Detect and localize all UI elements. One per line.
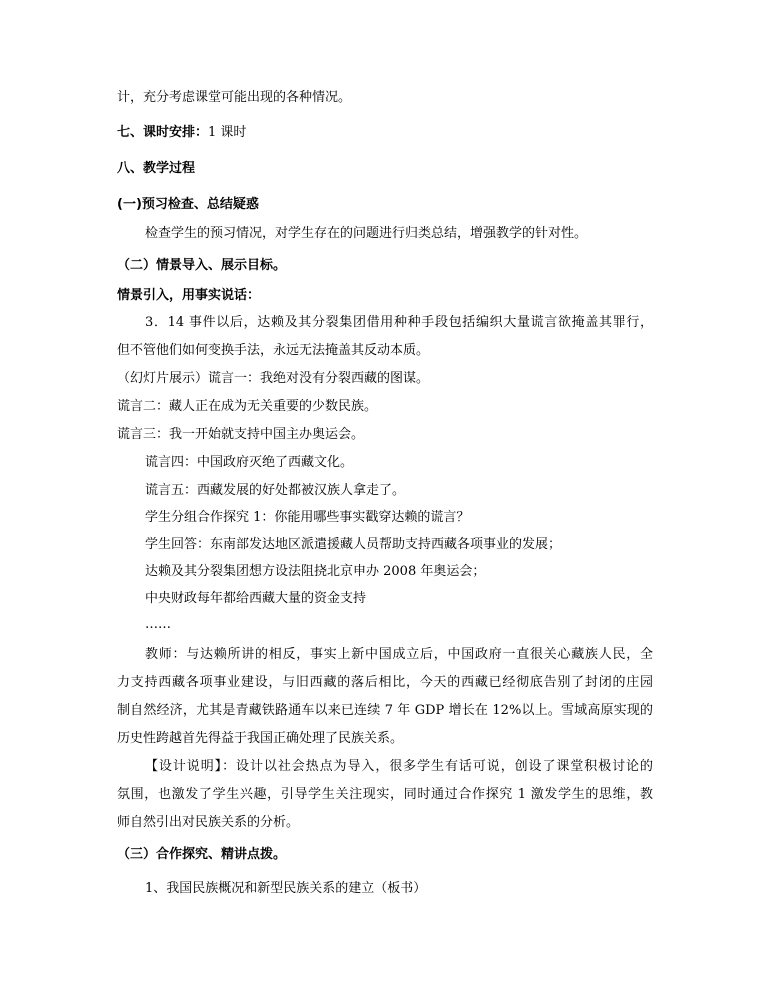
teacher-paragraph-line: 力支持西藏各项事业建设，与旧西藏的落后相比，今天的西藏已经彻底告别了封闭的庄园 — [117, 675, 653, 690]
design-note-line: 氛围，也激发了学生兴趣，引导学生关注现实，同时通过合作探究 1 激发学生的思维，教 — [117, 787, 653, 802]
paragraph: 检查学生的预习情况，对学生存在的问题进行归类总结，增强教学的针对性。 — [145, 226, 588, 241]
teacher-paragraph-line: 制自然经济，尤其是青藏铁路通车以来已连续 7 年 GDP 增长在 12%以上。雪域高原实现的 — [117, 703, 653, 718]
lie-3: 谎言三：我一开始就支持中国主办奥运会。 — [117, 427, 365, 442]
student-answer: 达赖及其分裂集团想方设法阻挠北京申办 2008 年奥运会； — [145, 564, 486, 579]
explore-question: 学生分组合作探究 1：你能用哪些事实戳穿达赖的谎言？ — [145, 510, 470, 525]
design-note-line: 师自然引出对民族关系的分析。 — [117, 815, 300, 830]
list-item: 1、我国民族概况和新型民族关系的建立（板书） — [145, 881, 427, 896]
section-7-line — [117, 124, 246, 142]
section-7-value: 1 课时 — [208, 125, 247, 140]
paragraph-line: 3．14 事件以后，达赖及其分裂集团借用种种手段包括编织大量谎言欲掩盖其罪行， — [145, 315, 653, 330]
lie-5: 谎言五：西藏发展的好处都被汉族人拿走了。 — [145, 483, 406, 498]
subsection-1-heading: (一)预习检查、总结疑惑 — [117, 197, 259, 212]
ellipsis: …… — [145, 617, 171, 632]
lie-1: （幻灯片展示）谎言一：我绝对没有分裂西藏的图谋。 — [117, 371, 430, 386]
teacher-paragraph-line: 历史性跨越首先得益于我国正确处理了民族关系。 — [117, 731, 404, 746]
subsection-2-heading: （二）情景导入、展示目标。 — [117, 258, 287, 273]
intro-heading: 情景引入，用事实说话： — [117, 288, 261, 303]
section-8-heading: 八、教学过程 — [117, 161, 196, 176]
design-note-label: 【设计说明】 — [145, 759, 223, 774]
student-answer: 中央财政每年都给西藏大量的资金支持 — [145, 591, 367, 606]
section-7-heading: 七、课时安排： — [117, 125, 209, 140]
design-note-line — [145, 758, 653, 776]
lie-4: 谎言四：中国政府灭绝了西藏文化。 — [145, 455, 354, 470]
teacher-paragraph-line: 教师：与达赖所讲的相反，事实上新中国成立后，中国政府一直很关心藏族人民，全 — [145, 647, 653, 662]
text-line: 计，充分考虑课堂可能出现的各种情况。 — [117, 90, 352, 105]
paragraph-line: 但不管他们如何变换手法，永远无法掩盖其反动本质。 — [117, 343, 430, 358]
subsection-3-heading: （三）合作探究、精讲点拨。 — [117, 847, 287, 862]
lie-2: 谎言二：藏人正在成为无关重要的少数民族。 — [117, 399, 378, 414]
student-answer: 学生回答：东南部发达地区派遣援藏人员帮助支持西藏各项事业的发展； — [145, 537, 562, 552]
design-note-text: ：设计以社会热点为导入，很多学生有话可说，创设了课堂积极讨论的 — [222, 759, 653, 774]
